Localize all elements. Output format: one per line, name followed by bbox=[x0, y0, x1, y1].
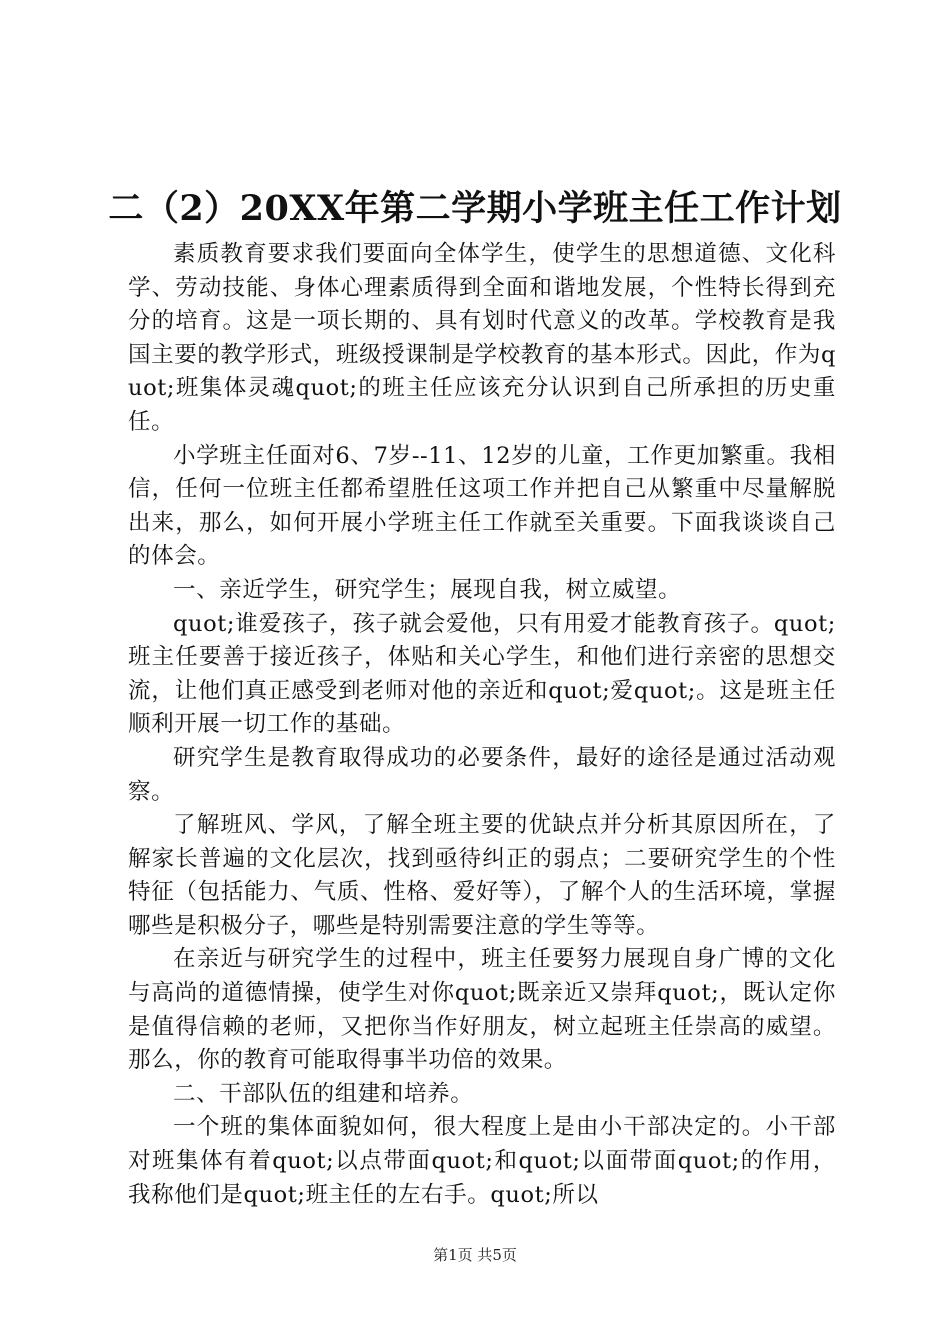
document-body bbox=[128, 238, 836, 1212]
paragraph: 研究学生是教育取得成功的必要条件，最好的途径是通过活动观察。 bbox=[128, 744, 836, 805]
document-title: 二（2）20XX年第二学期小学班主任工作计划 bbox=[108, 188, 842, 229]
section-heading: 二、干部队伍的组建和培养。 bbox=[173, 1080, 474, 1107]
paragraph: quot;谁爱孩子，孩子就会爱他，只有用爱才能教育孩子。quot;班主任要善于接近孩子，体贴和关心学生，和他们进行亲密的思想交流，让他们真正感受到老师对他的亲近和quot;爱quot;。这是班主任顺利开展一切工作的基础。 bbox=[128, 610, 836, 738]
paragraph: 素质教育要求我们要面向全体学生，使学生的思想道德、文化科学、劳动技能、身体心理素质得到全面和谐地发展，个性特长得到充分的培育。这是一项长期的、具有划时代意义的改革。学校教育是我国主要的教学形式，班级授课制是学校教育的基本形式。因此，作为quot;班集体灵魂quot;的班主任应该充分认识到自己所承担的历史重任。 bbox=[128, 241, 837, 435]
paragraph: 一个班的集体面貌如何，很大程度上是由小干部决定的。小干部对班集体有着quot;以点带面quot;和quot;以面带面quot;的作用，我称他们是quot;班主任的左右手。quot;所以 bbox=[128, 1114, 836, 1208]
paragraph: 小学班主任面对6、7岁--11、12岁的儿童，工作更加繁重。我相信，任何一位班主任都希望胜任这项工作并把自己从繁重中尽量解脱出来，那么，如何开展小学班主任工作就至关重要。下面我谈谈自己的体会。 bbox=[128, 442, 836, 570]
paragraph: 了解班风、学风，了解全班主要的优缺点并分析其原因所在，了解家长普遍的文化层次，找到亟待纠正的弱点；二要研究学生的个性特征（包括能力、气质、性格、爱好等），了解个人的生活环境，掌握哪些是积极分子，哪些是特别需要注意的学生等等。 bbox=[128, 812, 836, 939]
paragraph: 在亲近与研究学生的过程中，班主任要努力展现自身广博的文化与高尚的道德情操，使学生对你quot;既亲近又崇拜quot;，既认定你是值得信赖的老师，又把你当作好朋友，树立起班主任崇高的威望。那么，你的教育可能取得事半功倍的效果。 bbox=[128, 946, 836, 1074]
page-number-footer: 第1页 共5页 bbox=[433, 1246, 517, 1264]
section-heading: 一、亲近学生，研究学生；展现自我，树立威望。 bbox=[173, 576, 682, 603]
